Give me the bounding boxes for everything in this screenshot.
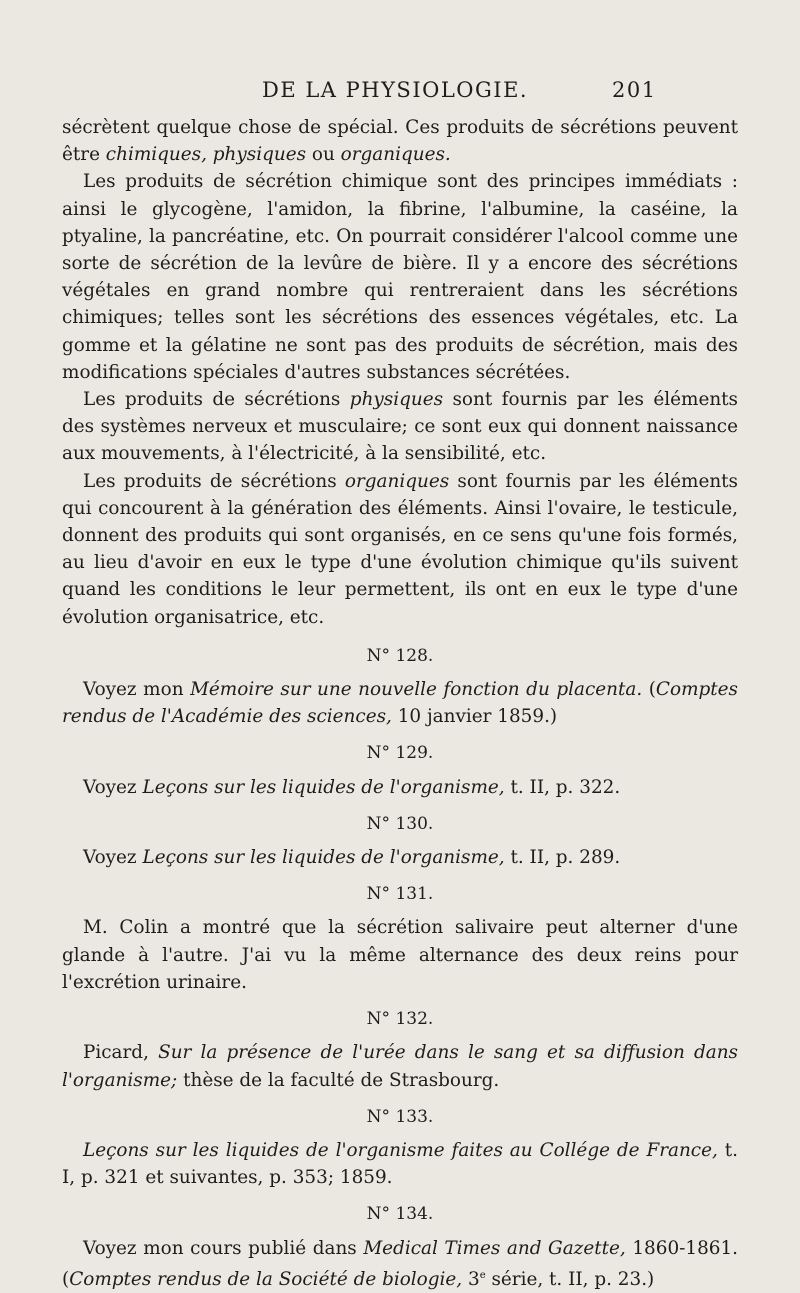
paragraph: sécrètent quelque chose de spécial. Ces produits de sécrétions peuvent être chimiques, physiques ou organiques. — [62, 117, 738, 166]
italic-text: organiques — [344, 470, 450, 492]
italic-text: Medical Times and Gazette, — [363, 1237, 626, 1259]
italic-text: Leçons sur les liquides de l'organisme faites au Collége de France, — [83, 1139, 718, 1161]
note-text: Voyez mon cours publié dans Medical Times and Gazette, 1860-1861. (Comptes rendus de la Société de biologie, 3e série, t. II, p. 23.) — [62, 1237, 739, 1290]
italic-text: Leçons sur les liquides de l'organisme, — [142, 847, 505, 869]
paragraph: Les produits de sécrétions physiques sont fournis par les éléments des systèmes nerveux et musculaire; ce sont eux qui donnent naissance aux mouvements, à l'électricité, à la sensibilité, etc. — [62, 389, 738, 465]
italic-text: organiques. — [340, 144, 451, 166]
note-number: N° 133. — [366, 1106, 434, 1127]
note-text: M. Colin a montré que la sécrétion salivaire peut alterner d'une glande à l'autre. J'ai vu la même alternance des deux reins pour l'excrétion urinaire. — [62, 917, 738, 993]
paragraph: Les produits de sécrétions organiques sont fournis par les éléments qui concourent à la génération des éléments. Ainsi l'ovaire, le testicule, donnent des produits qui sont organisés, en ce sens qu'une fois formés, au lieu d'avoir en eux le type d'une évolution chimique qu'ils suivent quand les conditions le leur permettent, ils ont en eux le type d'une évolution organisatrice, etc. — [62, 470, 738, 628]
italic-text: physiques — [349, 389, 444, 411]
italic-text: Mémoire sur une nouvelle fonction du placenta. — [190, 679, 643, 701]
note-text: Leçons sur les liquides de l'organisme faites au Collége de France, t. I, p. 321 et suivantes, p. 353; 1859. — [62, 1139, 738, 1189]
italic-text: Leçons sur les liquides de l'organisme, — [142, 776, 505, 798]
note-number: N° 131. — [366, 884, 434, 905]
note-text: Voyez Leçons sur les liquides de l'organisme, t. II, p. 289. — [83, 847, 621, 869]
note-number: N° 130. — [366, 813, 434, 834]
italic-text: Sur la présence de l'urée dans le sang et sa diffusion dans l'organisme; — [62, 1042, 738, 1091]
italic-text: chimiques, physiques — [105, 144, 307, 166]
note-number: N° 128. — [366, 645, 434, 666]
italic-text: Comptes rendus de l'Académie des sciences, — [62, 679, 738, 728]
note-text: Voyez mon Mémoire sur une nouvelle fonction du placenta. (Comptes rendus de l'Académie des sciences, 10 janvier 1859.) — [62, 679, 738, 728]
superscript-text: e — [479, 1269, 486, 1281]
note-number: N° 132. — [366, 1009, 434, 1030]
note-text: Picard, Sur la présence de l'urée dans le sang et sa diffusion dans l'organisme; thèse de la faculté de Strasbourg. — [62, 1042, 738, 1091]
note-number: N° 134. — [366, 1204, 434, 1225]
page-body — [62, 114, 738, 1293]
note-text: Voyez Leçons sur les liquides de l'organisme, t. II, p. 322. — [83, 776, 621, 798]
italic-text: Comptes rendus de la Société de biologie, — [69, 1268, 463, 1290]
running-header — [262, 78, 662, 102]
running-title: DE LA PHYSIOLOGIE. — [262, 78, 529, 102]
note-number: N° 129. — [366, 743, 434, 764]
paragraph: Les produits de sécrétion chimique sont des principes immédiats : ainsi le glycogène, l'amidon, la fibrine, l'albumine, la caséine, la ptyaline, la pancréatine, etc. On pourrait considérer l'alcool comme une sorte de sécrétion de la levûre de bière. Il y a encore des sécrétions végétales en grand nombre qui rentreraient dans les sécrétions chimiques; telles sont les sécrétions des essences végétales, etc. La gomme et la gélatine ne sont pas des produits de sécrétion, mais des modifications spéciales d'autres substances sécrétées. — [62, 171, 738, 383]
page-number: 201 — [612, 78, 657, 102]
